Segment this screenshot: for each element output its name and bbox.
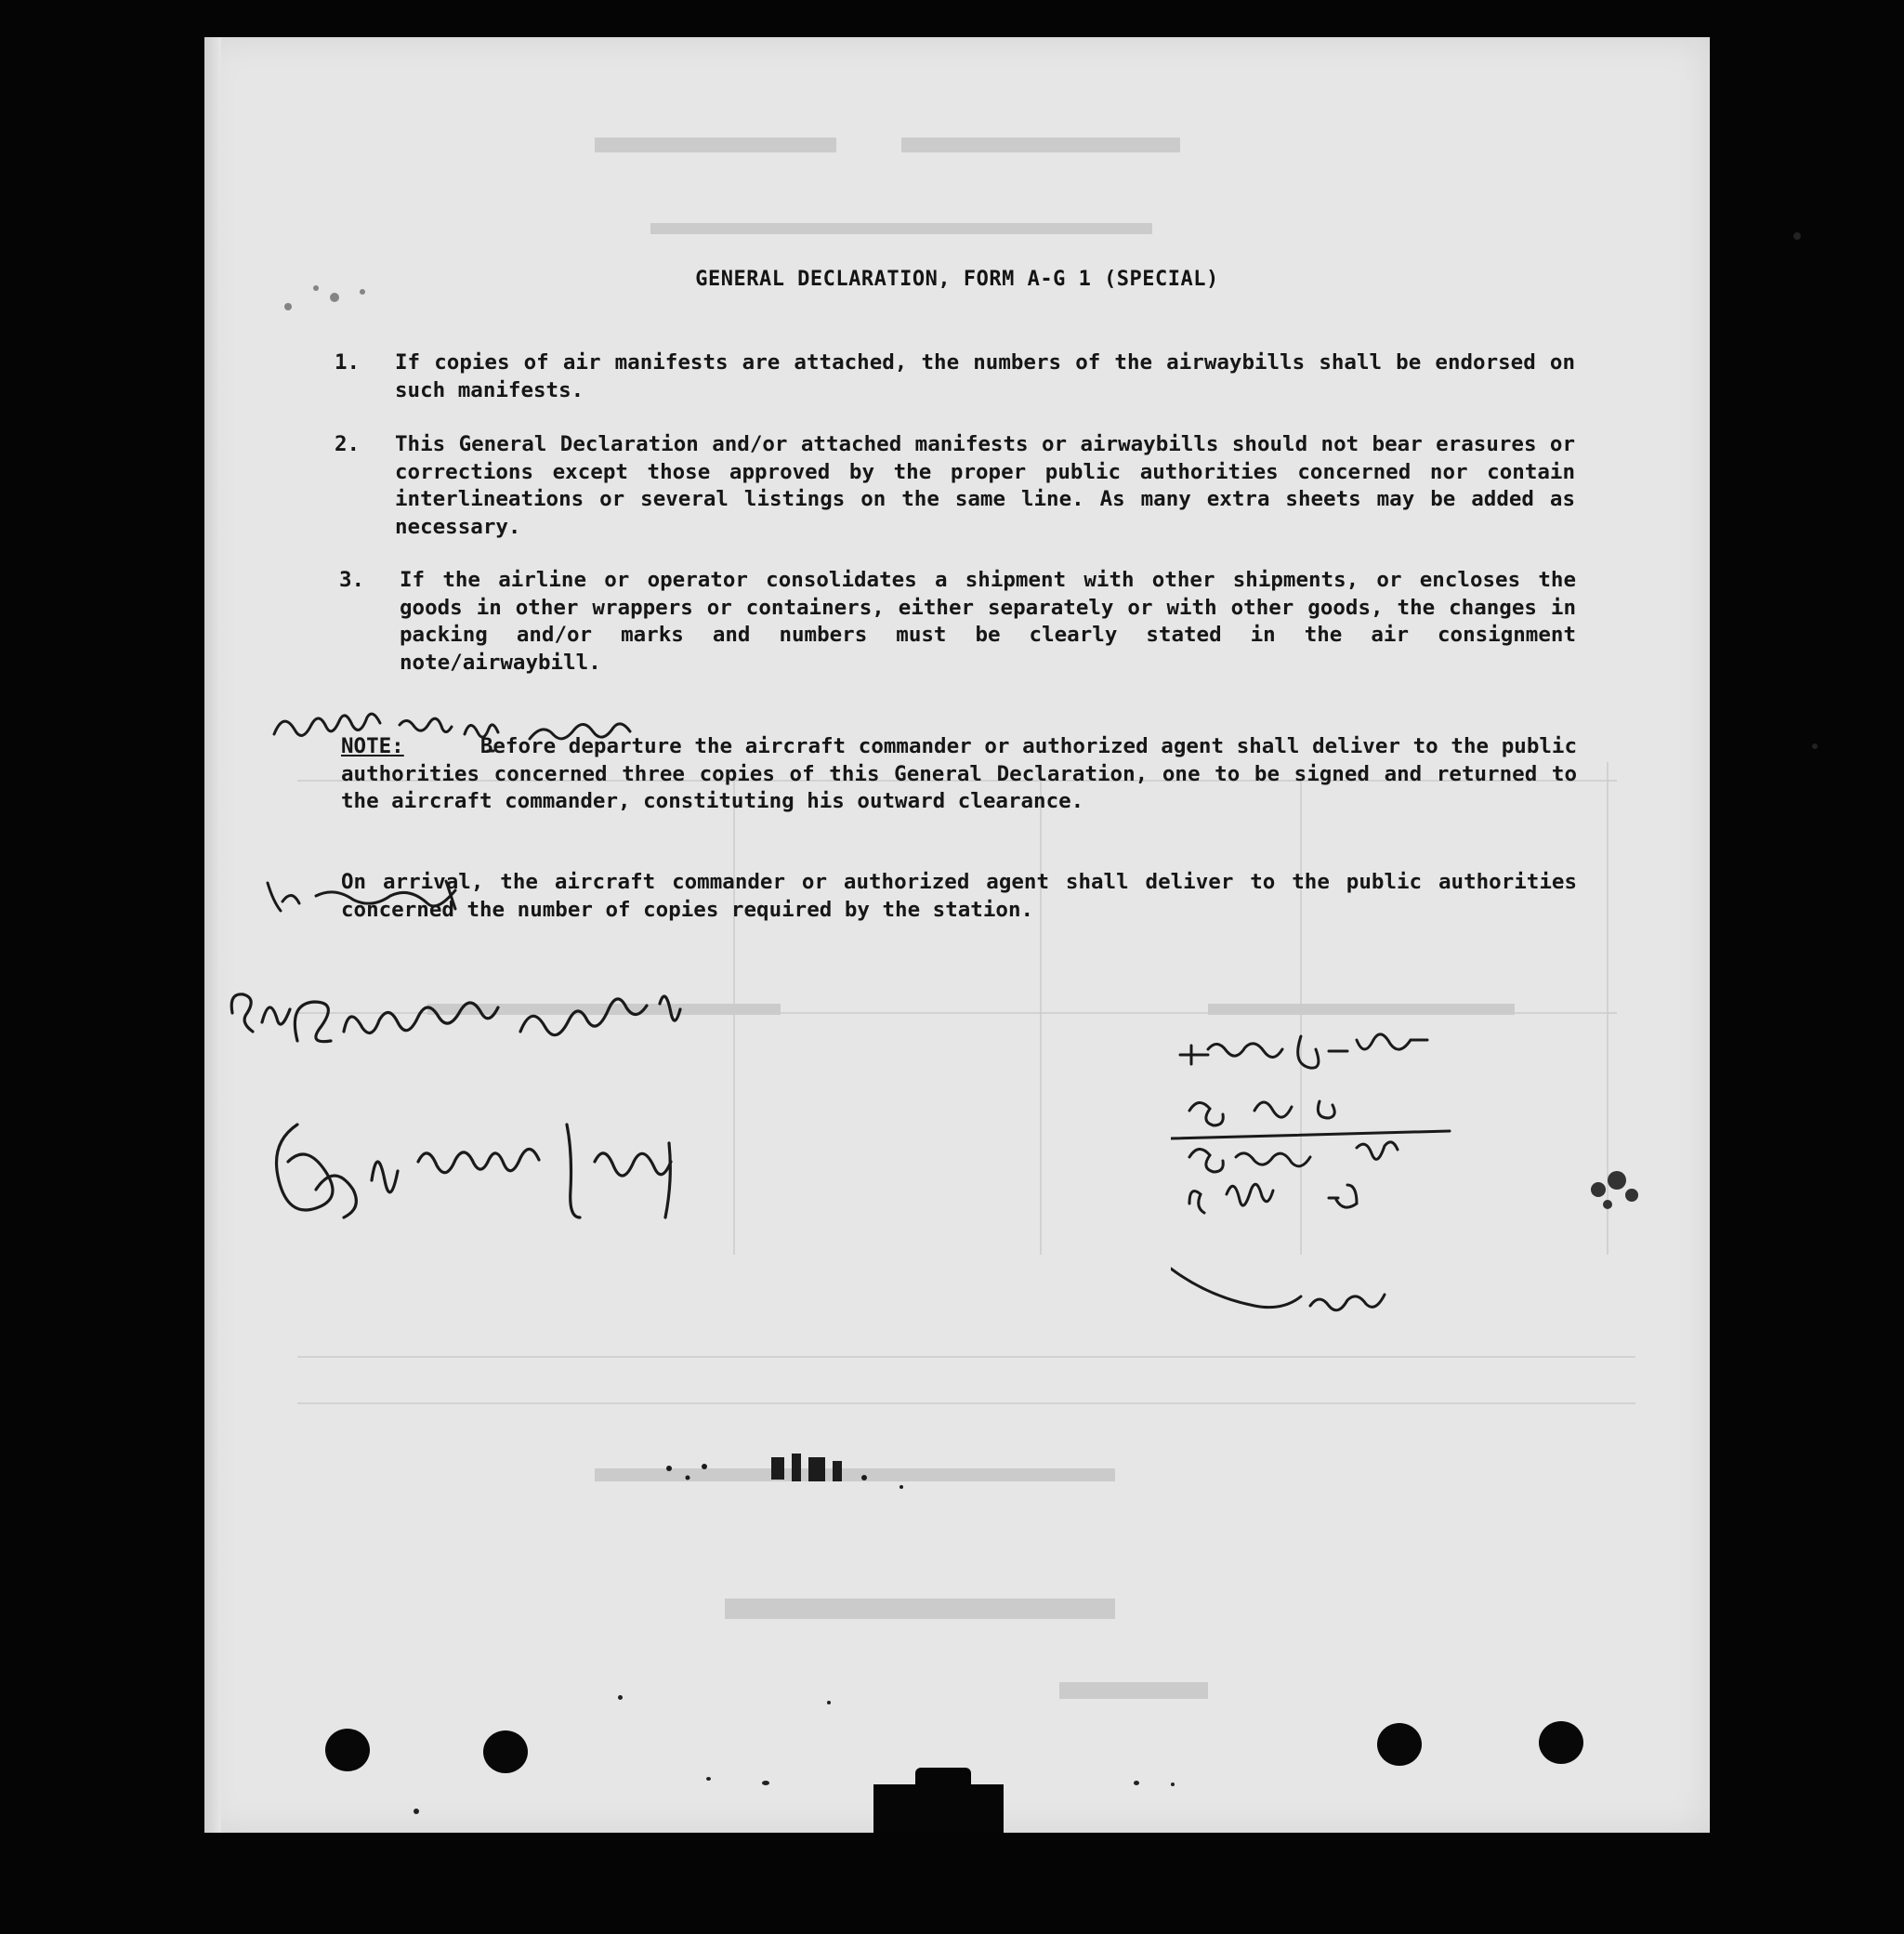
handwritten-notation-right — [1171, 1027, 1515, 1334]
speck — [1134, 1781, 1139, 1785]
bleed-through-marks — [204, 37, 1710, 1833]
speck — [762, 1781, 769, 1785]
note-text: Before departure the aircraft commander or authorized agent shall deliver to the public authorities concerned three copies of this General Declaration, one to be signed and returned to the aircraft commander, constituting his outward clearance. — [341, 734, 1578, 813]
item-3-text: If the airline or operator consolidates a shipment with other shipments, or encloses the goods in other wrappers or containers, either separately or with other goods, the changes in packing and/or marks and numbers must be clearly stated in the air consignment note/airwaybill. — [400, 568, 1576, 675]
speck — [1793, 232, 1801, 240]
right-edge-smudge — [1580, 1152, 1663, 1227]
arrival-paragraph: On arrival, the aircraft commander or authorized agent shall deliver to the public authorities concerned the number of copies required by the station. — [341, 870, 1577, 922]
item-1-text: If copies of air manifests are attached, the numbers of the airwaybills shall be endorsed on such manifests. — [395, 350, 1575, 402]
speck — [827, 1701, 831, 1704]
handwritten-signature-2 — [260, 1106, 725, 1245]
item-2-text: This General Declaration and/or attached manifests or airwaybills should not bear erasures or corrections except those approved by the proper public authorities concerned nor contain interlineations or several listings on the same line. As many extra sheets may be added as necessary. — [395, 432, 1575, 539]
punch-hole — [325, 1729, 370, 1771]
document-page — [204, 37, 1710, 1833]
note-paragraph — [341, 733, 1577, 816]
note-label: NOTE: — [341, 734, 404, 758]
stamp-smudge — [660, 1441, 929, 1506]
speck — [618, 1695, 623, 1700]
speck — [706, 1777, 711, 1781]
bottom-tab-notch — [915, 1768, 971, 1788]
speck — [1812, 743, 1818, 749]
punch-hole — [483, 1730, 528, 1773]
handwritten-signature-1 — [223, 976, 743, 1078]
speck — [1171, 1783, 1175, 1786]
item-3-number: 3. — [339, 568, 365, 592]
form-title: GENERAL DECLARATION, FORM A-G 1 (SPECIAL) — [695, 268, 1219, 291]
speck — [414, 1809, 419, 1814]
punch-hole — [1539, 1721, 1583, 1764]
punch-hole — [1377, 1723, 1422, 1766]
item-2-number: 2. — [335, 432, 361, 456]
page-edge-shading — [204, 37, 221, 1833]
item-1-number: 1. — [335, 350, 361, 375]
bottom-tab-cutout — [873, 1784, 1004, 1833]
